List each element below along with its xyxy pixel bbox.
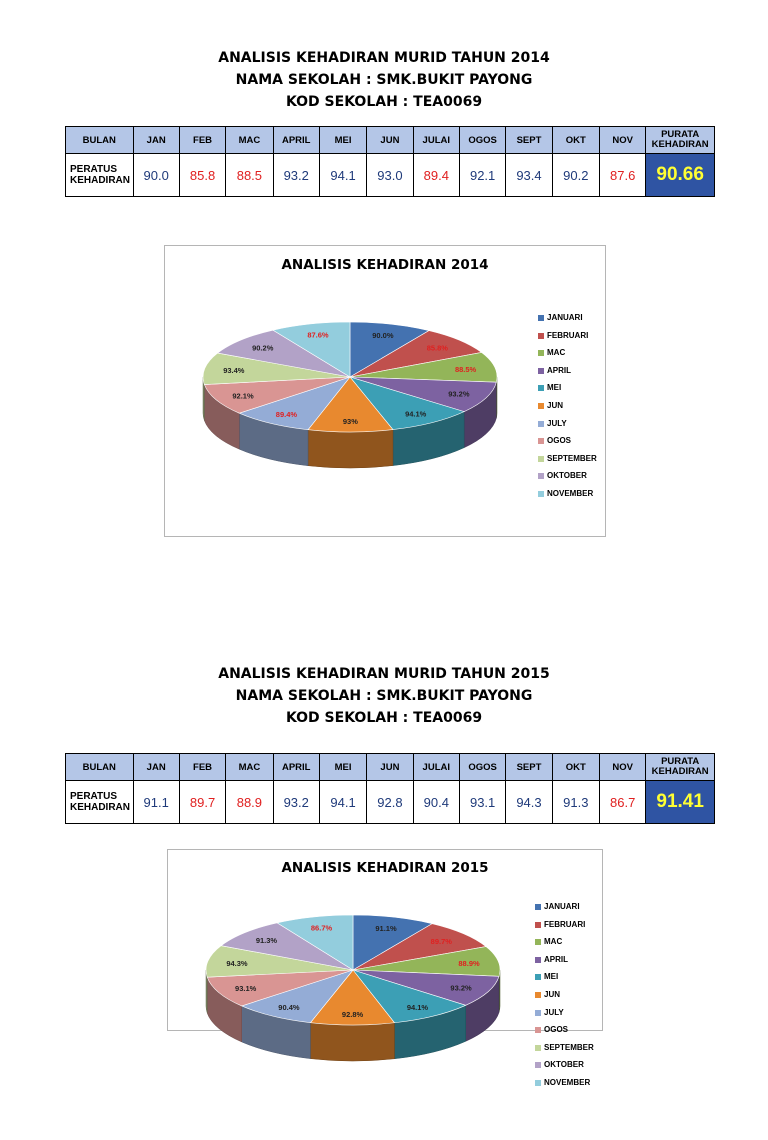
legend-label: JUN — [544, 989, 561, 999]
header-month: OGOS — [459, 127, 505, 154]
header-month: NOV — [600, 127, 646, 154]
legend-swatch — [535, 939, 541, 945]
pie-data-label: 91.3% — [255, 936, 278, 946]
legend-swatch — [535, 904, 541, 910]
legend-swatch — [535, 1010, 541, 1016]
pie-top — [206, 915, 500, 1025]
legend-item — [538, 401, 597, 419]
pie-slice-side — [308, 430, 393, 468]
value-cell: 89.4 — [413, 154, 459, 197]
header-month: JUN — [367, 127, 413, 154]
pie-data-label: 90.4% — [278, 1002, 300, 1012]
legend-item — [538, 419, 597, 437]
row-label — [66, 781, 134, 824]
legend-label: NOVEMBER — [544, 1077, 591, 1087]
title-line: ANALISIS KEHADIRAN MURID TAHUN 2015 — [218, 666, 550, 682]
header-month: APRIL — [273, 754, 319, 781]
header-month: MAC — [226, 127, 273, 154]
value-cell: 90.2 — [552, 154, 599, 197]
legend-label: MEI — [544, 972, 559, 982]
value-cell: 91.3 — [552, 781, 599, 824]
legend-swatch — [535, 957, 541, 963]
header-month: JAN — [133, 127, 179, 154]
attendance-table-2014 — [65, 126, 715, 197]
legend-label: FEBRUARI — [544, 919, 586, 929]
legend-swatch — [535, 922, 541, 928]
value-cell: 93.2 — [273, 154, 319, 197]
value-cell: 93.4 — [506, 154, 552, 197]
value-cell: 94.1 — [319, 781, 366, 824]
value-cell: 91.1 — [133, 781, 179, 824]
legend-label: JANUARI — [544, 902, 580, 911]
legend-item — [535, 990, 594, 1008]
pie-data-label: 90.2% — [252, 343, 274, 353]
chart-title: ANALISIS KEHADIRAN 2015 — [281, 860, 489, 876]
legend-label: NOVEMBER — [547, 488, 594, 498]
legend-swatch — [535, 1027, 541, 1033]
value-cell: 92.1 — [459, 154, 505, 197]
legend-item — [538, 454, 597, 472]
header-month: MAC — [226, 754, 273, 781]
school-code: KOD SEKOLAH : TEA0069 — [285, 710, 483, 726]
legend-item — [538, 471, 597, 489]
pie-data-label: 94.1% — [405, 409, 427, 419]
legend-swatch — [535, 1080, 541, 1086]
legend-item — [535, 902, 594, 920]
header-month: JULAI — [413, 127, 459, 154]
table-header-row — [66, 127, 715, 154]
legend-item — [538, 366, 597, 384]
legend-label: JULY — [547, 418, 567, 428]
header-month: FEB — [179, 127, 225, 154]
legend-swatch — [538, 350, 544, 356]
header-month: OKT — [552, 127, 599, 154]
legend-label: JULY — [544, 1007, 564, 1017]
row-label-line2: KEHADIRAN — [70, 802, 130, 813]
chart-title: ANALISIS KEHADIRAN 2014 — [281, 257, 489, 273]
value-cell: 85.8 — [179, 154, 225, 197]
pie-data-label: 88.5% — [454, 364, 477, 374]
legend-label: APRIL — [544, 954, 568, 964]
pie-data-label: 87.6% — [307, 330, 329, 340]
legend-item — [535, 1060, 594, 1078]
title-line: ANALISIS KEHADIRAN MURID TAHUN 2014 — [218, 50, 550, 66]
value-cell: 89.7 — [179, 781, 225, 824]
legend-label: SEPTEMBER — [547, 453, 597, 463]
pie-data-label: 94.3% — [226, 958, 248, 968]
value-cell: 90.0 — [133, 154, 179, 197]
legend-swatch — [538, 491, 544, 497]
header-purata — [646, 754, 715, 781]
pie-data-label: 93.2% — [450, 983, 472, 993]
header-month: NOV — [600, 754, 646, 781]
pie-slice-side — [310, 1023, 394, 1061]
legend-swatch — [538, 368, 544, 374]
attendance-table-2015 — [65, 753, 715, 824]
school-name: NAMA SEKOLAH : SMK.BUKIT PAYONG — [235, 72, 533, 88]
legend-swatch — [538, 421, 544, 427]
pie-data-label: 93.4% — [223, 366, 245, 376]
report-title-2015 — [0, 663, 768, 729]
average-cell: 91.41 — [646, 781, 715, 824]
legend-label: APRIL — [547, 365, 571, 375]
legend-swatch — [538, 385, 544, 391]
header-month: SEPT — [506, 127, 552, 154]
chart-legend — [538, 313, 597, 507]
header-month: MEI — [319, 754, 366, 781]
header-month: FEB — [179, 754, 225, 781]
legend-swatch — [538, 438, 544, 444]
header-month: JULAI — [413, 754, 459, 781]
row-label — [66, 154, 134, 197]
header-purata-line2: KEHADIRAN — [651, 139, 709, 150]
legend-label: JUN — [547, 400, 564, 410]
pie-chart-2014 — [164, 245, 606, 537]
school-code: KOD SEKOLAH : TEA0069 — [285, 94, 483, 110]
value-cell: 90.4 — [413, 781, 459, 824]
table-value-row — [66, 154, 715, 197]
value-cell: 93.0 — [367, 154, 413, 197]
legend-item — [535, 955, 594, 973]
legend-swatch — [535, 974, 541, 980]
table-value-row — [66, 781, 715, 824]
chart-legend — [535, 902, 594, 1096]
legend-label: JANUARI — [547, 313, 583, 322]
value-cell: 88.5 — [226, 154, 273, 197]
row-label-line1: PERATUS — [70, 791, 118, 802]
pie-data-label: 93% — [342, 416, 358, 426]
legend-item — [535, 920, 594, 938]
legend-item — [535, 937, 594, 955]
header-purata-line1: PURATA — [661, 756, 700, 767]
legend-item — [538, 331, 597, 349]
header-month: OKT — [552, 754, 599, 781]
school-name: NAMA SEKOLAH : SMK.BUKIT PAYONG — [235, 688, 533, 704]
pie-data-label: 90.0% — [372, 330, 394, 340]
legend-swatch — [538, 403, 544, 409]
legend-label: MAC — [544, 937, 563, 947]
average-cell: 90.66 — [646, 154, 715, 197]
pie-data-label: 85.8% — [426, 343, 448, 353]
value-cell: 94.3 — [506, 781, 552, 824]
pie-top — [203, 322, 497, 432]
table-header-row — [66, 754, 715, 781]
legend-label: FEBRUARI — [547, 330, 589, 340]
pie-chart-2015 — [167, 849, 603, 1087]
legend-item — [535, 1025, 594, 1043]
header-purata-line1: PURATA — [661, 129, 700, 140]
pie-data-label: 86.7% — [310, 923, 333, 933]
legend-swatch — [535, 1045, 541, 1051]
legend-label: MEI — [547, 383, 562, 393]
header-month: JUN — [367, 754, 413, 781]
row-label-line1: PERATUS — [70, 164, 118, 175]
value-cell: 94.1 — [319, 154, 366, 197]
legend-item — [538, 313, 597, 331]
pie-data-label: 91.1% — [375, 923, 397, 933]
pie-data-label: 89.4% — [275, 410, 298, 420]
pie-data-label: 89.7% — [430, 936, 452, 946]
header-purata — [646, 127, 715, 154]
header-month: SEPT — [506, 754, 552, 781]
value-cell: 93.2 — [273, 781, 319, 824]
header-month: OGOS — [459, 754, 505, 781]
header-purata-line2: KEHADIRAN — [651, 766, 709, 777]
legend-item — [538, 489, 597, 507]
pie-data-label: 93.1% — [235, 983, 257, 993]
legend-item — [535, 1078, 594, 1096]
legend-label: MAC — [547, 348, 566, 358]
legend-swatch — [535, 992, 541, 998]
header-bulan: BULAN — [66, 127, 134, 154]
legend-item — [538, 383, 597, 401]
report-title-2014 — [0, 47, 768, 113]
value-cell: 88.9 — [226, 781, 273, 824]
legend-label: OGOS — [544, 1025, 569, 1035]
legend-label: OKTOBER — [547, 471, 587, 481]
pie-data-label: 92.8% — [341, 1009, 364, 1019]
legend-swatch — [538, 473, 544, 479]
value-cell: 87.6 — [600, 154, 646, 197]
pie-data-label: 88.9% — [458, 958, 480, 968]
header-month: MEI — [319, 127, 366, 154]
pie-data-label: 94.1% — [406, 1002, 429, 1012]
pie-data-label: 92.1% — [232, 391, 254, 401]
legend-swatch — [538, 456, 544, 462]
legend-swatch — [538, 333, 544, 339]
legend-item — [538, 348, 597, 366]
legend-label: OKTOBER — [544, 1060, 584, 1070]
pie-data-label: 93.2% — [448, 389, 470, 399]
legend-item — [535, 972, 594, 990]
legend-swatch — [538, 315, 544, 321]
legend-label: OGOS — [547, 436, 572, 446]
legend-item — [535, 1008, 594, 1026]
row-label-line2: KEHADIRAN — [70, 175, 130, 186]
legend-item — [535, 1043, 594, 1061]
legend-label: SEPTEMBER — [544, 1042, 594, 1052]
legend-swatch — [535, 1062, 541, 1068]
value-cell: 92.8 — [367, 781, 413, 824]
value-cell: 86.7 — [600, 781, 646, 824]
header-bulan: BULAN — [66, 754, 134, 781]
value-cell: 93.1 — [459, 781, 505, 824]
legend-item — [538, 436, 597, 454]
header-month: JAN — [133, 754, 179, 781]
header-month: APRIL — [273, 127, 319, 154]
